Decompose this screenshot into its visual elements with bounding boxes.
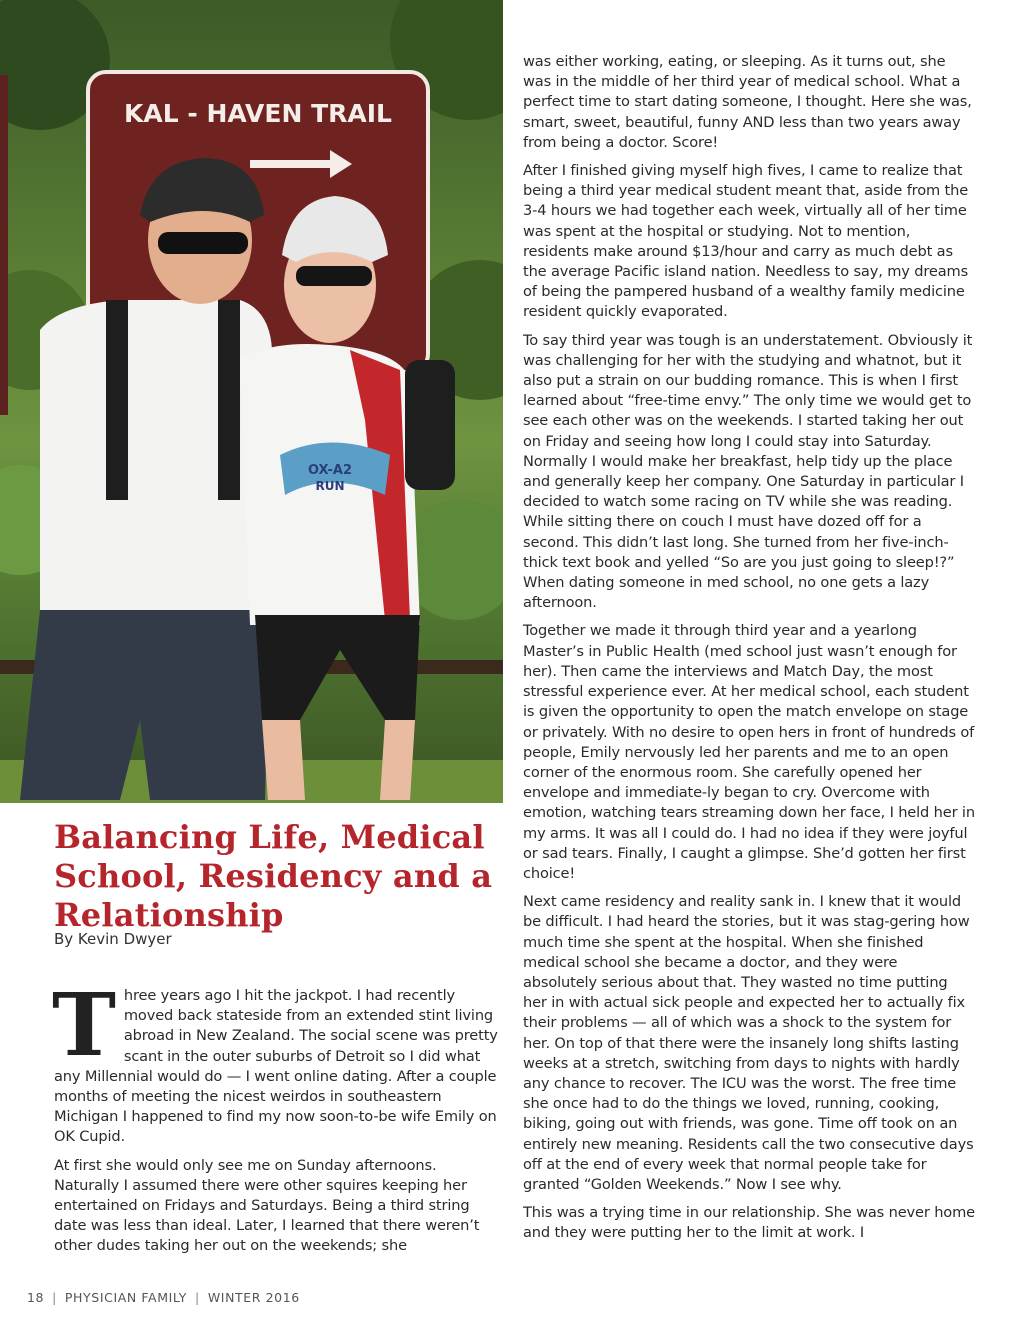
article-photo	[0, 0, 503, 803]
paragraph: was either working, eating, or sleeping. As it turns out, she was in the middle of her third year of medical school. What a perfect time to start dating someone, I thought. Here she was, smart, sweet, beautiful, funny AND less than two years away from being a doctor. Score!	[523, 53, 972, 151]
footer-separator: |	[195, 1290, 200, 1305]
paragraph: This was a trying time in our relationship. She was never home and they were putting her to the limit at work. I	[523, 1204, 975, 1242]
paragraph: Together we made it through third year and a yearlong Master’s in Public Health (med school just wasn’t enough for her). Then came the interviews and Match Day, the most stressful experience ever. At her medical school, each student is given the opportunity to open the match envelope on stage or privately. With no desire to open hers in front of hundreds of people, Emily nervously led her parents and me to an open corner of the enormous room. She carefully opened her envelope and immediate-ly began to cry. Overcome with emotion, watching tears streaming down her face, I held her in my arms. It was all I could do. I had no idea if they were joyful or sad tears. Finally, I caught a glimpse. She’d gotten her first choice!	[523, 622, 975, 882]
sign-left-edge	[0, 75, 8, 415]
paragraph: To say third year was tough is an understatement. Obviously it was challenging for her with the studying and whatnot, but it also put a strain on our budding romance. This is when I first learned about “free-time envy.” The only time we would get to see each other was on the weekends. I started taking her out on Friday and seeing how long I could stay into Saturday. Normally I would make her breakfast, help tidy up the place and generally keep her company. One Saturday in particular I decided to watch some racing on TV while she was reading. While sitting there on couch I must have dozed off for a second. This didn’t last long. She turned from her five-inch-thick text book and yelled “So are you just going to sleep!?” When dating someone in med school, no one gets a lazy afternoon.	[523, 331, 973, 612]
paragraph: Next came residency and reality sank in. I knew that it would be difficult. I had heard the stories, but it was stag-gering how much time she spent at the hospital. When she finished medical school she became a doctor, and they were absolutely serious about that. They wasted no time putting her in with actual sick people and expected her to actually fix their problems — all of which was a shock to the system for her. On top of that there were the insanely long shifts lasting weeks at a stretch, switching from days to nights with hardly any chance to recover. The ICU was the worst. The free time she once had to do the things we loved, running, cooking, biking, going out with friends, was gone. Time off took on an entirely new meaning. Residents call the two consecutive days off at the end of every week that normal people take for granted “Golden Weekends.” Now I see why.	[523, 893, 974, 1193]
paragraph	[52, 975, 502, 1148]
body-column-left	[52, 975, 502, 1265]
shirt-text-top: OX-A2	[307, 463, 353, 478]
publication-name: PHYSICIAN FAMILY	[64, 1290, 188, 1305]
photo-illustration	[0, 0, 503, 803]
sign-title: KAL - HAVEN TRAIL	[124, 99, 392, 128]
footer-separator: |	[52, 1290, 57, 1305]
paragraph: After I finished giving myself high fives, I came to realize that being a third year medical student meant that, aside from the 3-4 hours we had together each week, virtually all of her time was spent at the hospital or studying. Not to mention, residents make around $13/hour and carry as much debt as the average Pacific island nation. Needless to say, my dreams of being the pampered husband of a wealthy family medicine resident quickly evaporated.	[523, 162, 969, 321]
page-footer	[27, 1290, 300, 1305]
article-byline: By Kevin Dwyer	[54, 930, 172, 948]
paragraph: At first she would only see me on Sunday afternoons. Naturally I assumed there were other squires keeping her entertained on Fridays and Saturdays. Being a third string date was less than ideal. Later, I learned that there weren’t other dudes taking her out on the weekends; she	[54, 1156, 480, 1255]
issue-label: WINTER 2016	[207, 1290, 300, 1305]
page-number: 18	[27, 1290, 45, 1305]
body-column-right	[523, 52, 975, 1252]
article-title: Balancing Life, Medical School, Residency and a Relationship	[54, 818, 493, 934]
paragraph-text: hree years ago I hit the jackpot. I had recently moved back stateside from an extended stint living abroad in New Zealand. The social scene was pretty scant in the outer suburbs of Detroit so I did what any Millennial would do — I went online dating. After a couple months of meeting the nicest weirdos in southeastern Michigan I happened to find my now soon-to-be wife Emily on OK Cupid.	[54, 987, 498, 1146]
drop-cap: T	[52, 975, 116, 1076]
shirt-text-bottom: RUN	[315, 479, 345, 493]
